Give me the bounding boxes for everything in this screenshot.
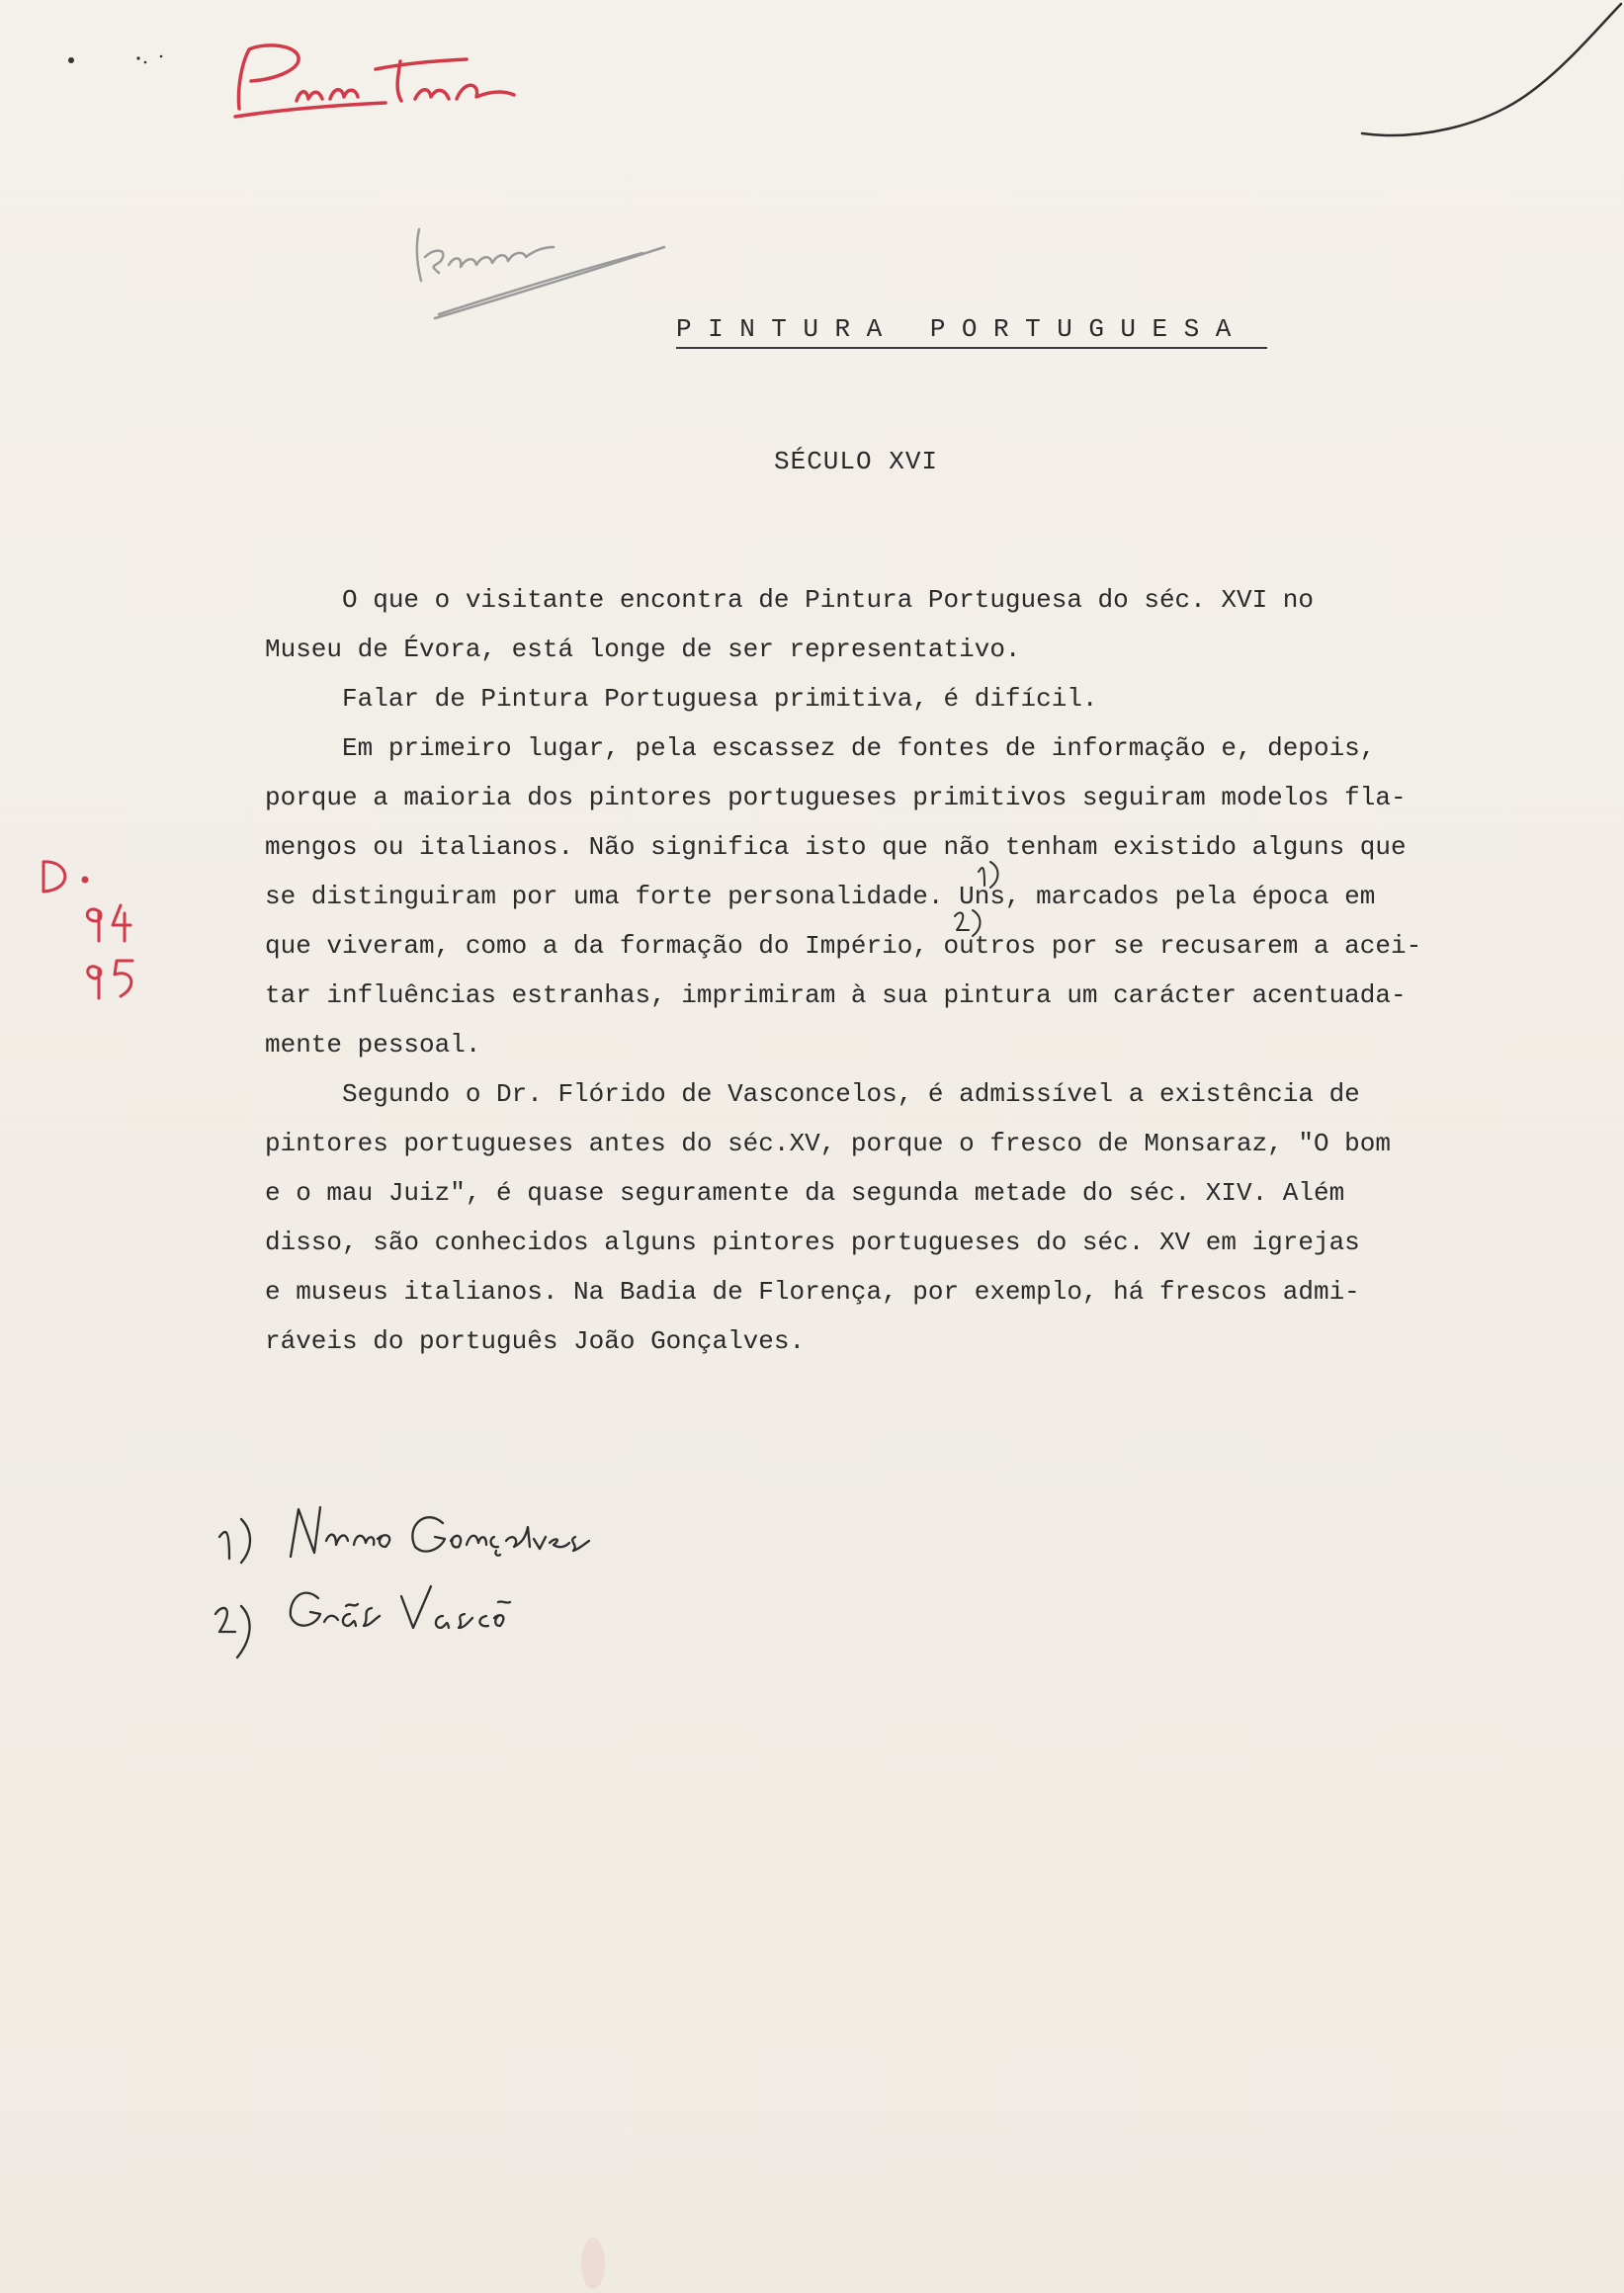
body-line: Em primeiro lugar, pela escassez de fontes de informação e, depois, [265,733,1376,763]
margin-reference-red [30,850,188,1008]
body-line: mente pessoal. [265,1030,481,1060]
body-line: Segundo o Dr. Flórido de Vasconcelos, é admissível a existência de [265,1079,1360,1109]
document-title: PINTURA PORTUGUESA [676,314,1247,344]
paper-smudge [563,2224,623,2293]
document-subtitle: SÉCULO XVI [774,447,939,476]
body-line: O que o visitante encontra de Pintura Portuguesa do séc. XVI no [265,585,1314,615]
body-line: se distinguiram por uma forte personalidade. Uns, marcados pela época em [265,882,1376,911]
pencil-resumo-note [405,217,682,336]
body-line: e o mau Juiz", é quase seguramente da segunda metade do séc. XIV. Além [265,1178,1345,1208]
body-line: Museu de Évora, está longe de ser representativo. [265,635,1021,664]
body-line: ráveis do português João Gonçalves. [265,1326,806,1356]
footnote-1 [208,1497,652,1576]
body-text [265,575,1491,1366]
body-line: tar influências estranhas, imprimiram à sua pintura um carácter acentuada- [265,980,1407,1010]
footnote-mark-1 [971,856,1010,895]
body-line: que viveram, como a da formação do Império, outros por se recusarem a acei- [265,931,1422,961]
body-line: porque a maioria dos pintores portugueses primitivos seguiram modelos fla- [265,783,1407,812]
handwritten-red-heading [227,40,544,128]
footnote-mark-2 [949,904,988,944]
body-line: e museus italianos. Na Badia de Florença, por exemplo, há frescos admi- [265,1277,1360,1307]
footnote-2 [208,1576,652,1665]
paper-specks [59,44,178,84]
body-line: disso, são conhecidos alguns pintores portugueses do séc. XV em igrejas [265,1228,1360,1257]
title-underline [676,347,1267,349]
body-line: pintores portugueses antes do séc.XV, porque o fresco de Monsaraz, "O bom [265,1129,1391,1158]
body-line: mengos ou italianos. Não significa isto que não tenham existido alguns que [265,832,1407,862]
body-line: Falar de Pintura Portuguesa primitiva, é difícil. [265,684,1098,714]
top-right-pen-stroke [1354,0,1624,148]
